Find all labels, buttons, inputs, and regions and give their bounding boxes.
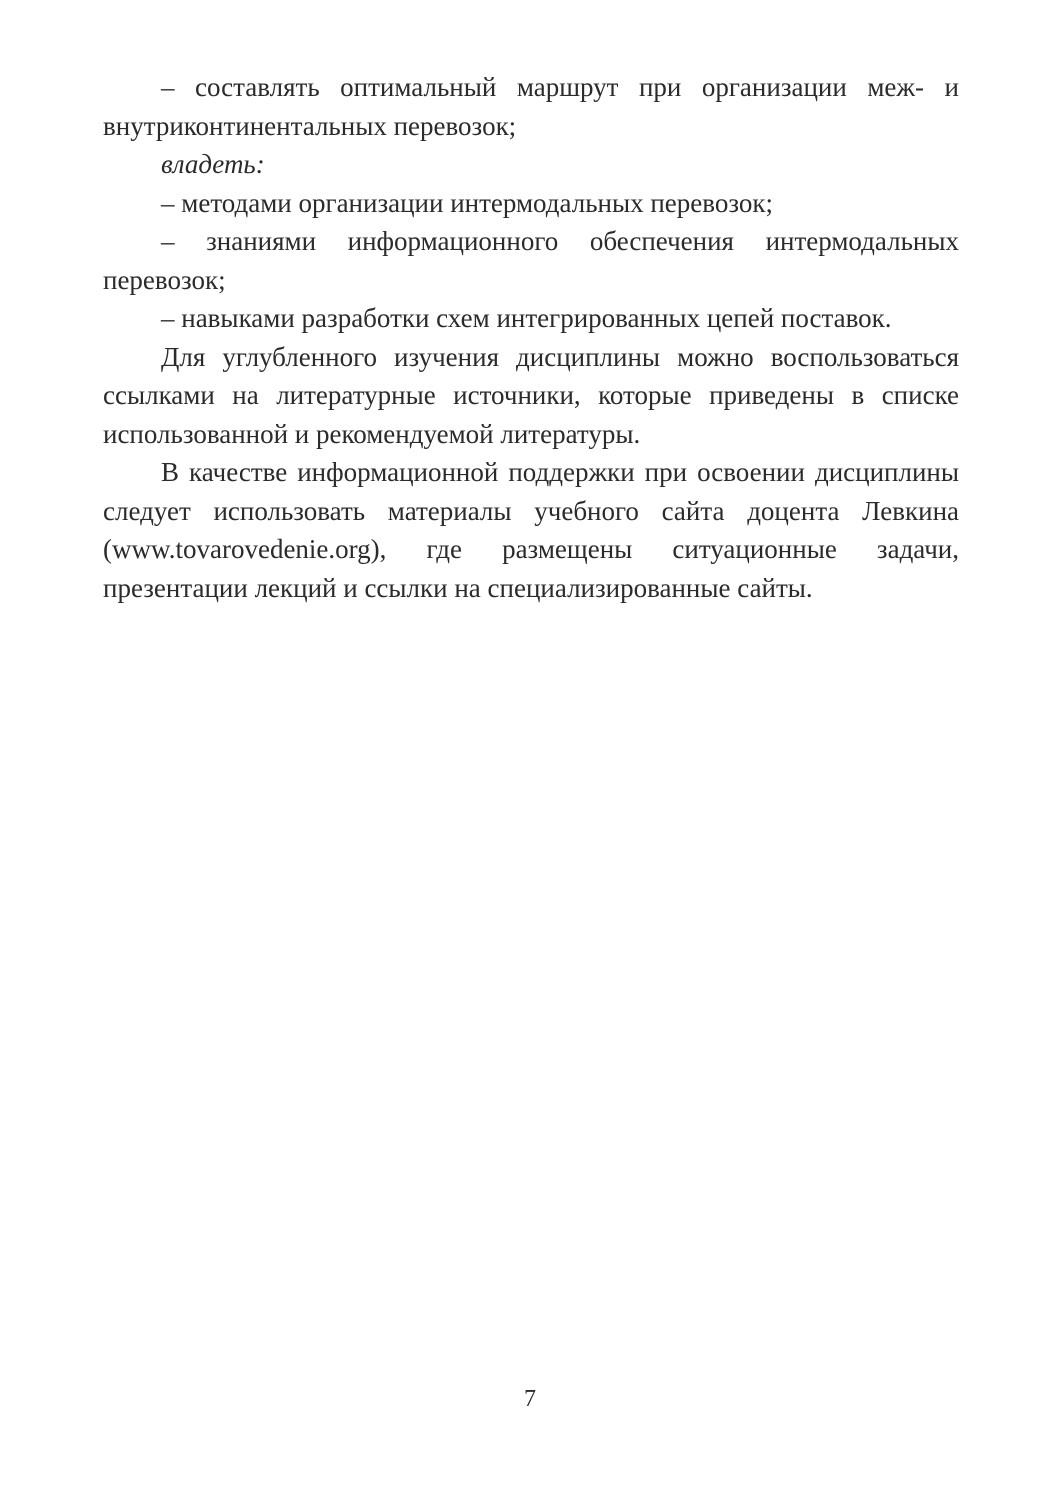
page-number: 7 [524,1386,536,1412]
list-item-skills: – навыками разработки схем интегрированных цепей поставок. [161,303,892,333]
paragraph-literature: Для углубленного изучения дисциплины можно воспользоваться ссылками на литературные источники, которые приведены в списке использованной и рекомендуемой литературы. [103,341,959,449]
section-label-own: владеть: [161,149,265,179]
list-item-methods: – методами организации интермодальных перевозок; [161,187,773,218]
list-item-route: – составлять оптимальный маршрут при организации меж- и внутриконтинентальных перевозок; [103,72,959,141]
body-text [103,68,959,607]
paragraph-website: В качестве информационной поддержки при освоении дисциплины следует использовать материалы учебного сайта доцента Левкина (www.tovarovedenie.org), где размещены ситуационные задачи, презентации лекций и ссылки на специализированные сайты. [103,457,959,603]
list-item-knowledge: – знаниями информационного обеспечения интермодальных перевозок; [103,226,959,295]
